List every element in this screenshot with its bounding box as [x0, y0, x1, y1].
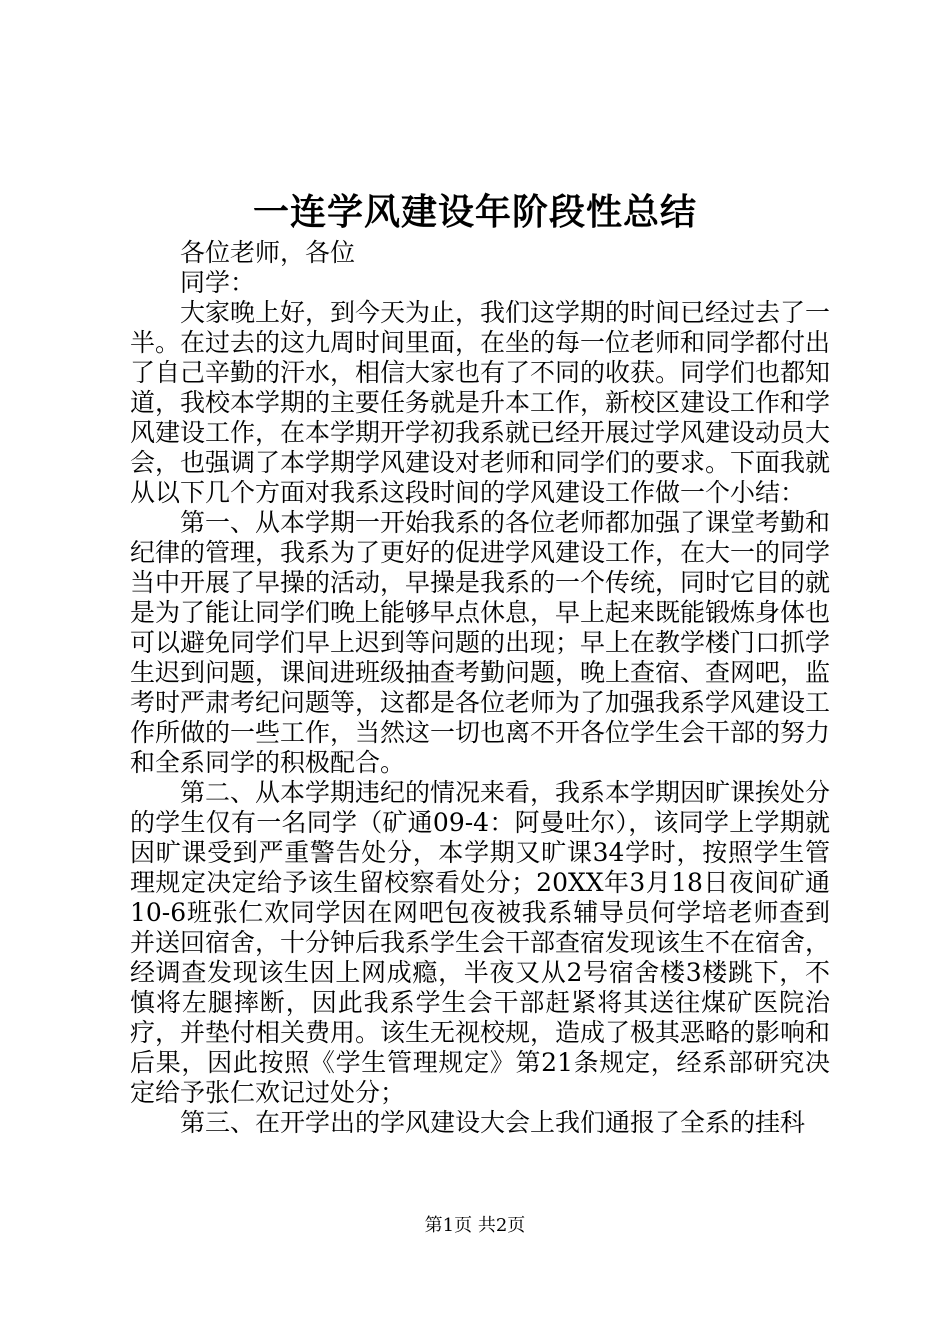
salutation-line-1: 各位老师，各位 [180, 238, 356, 267]
salutation-line-2: 同学： [180, 268, 256, 297]
page-number-footer: 第1页 共2页 [424, 1215, 526, 1236]
paragraph-first: 第一、从本学期一开始我系的各位老师都加强了课堂考勤和纪律的管理，我系为了更好的促进学风建设工作，在大一的同学当中开展了早操的活动，早操是我系的一个传统，同时它目的就是为了能让同学们晚上能够早点休息，早上起来既能锻炼身体也可以避免同学们早上迟到等问题的出现；早上在教学楼门口抓学生迟到问题，课间进班级抽查考勤问题，晚上查宿、查网吧，监考时严肃考纪问题等，这都是各位老师为了加强我系学风建设工作所做的一些工作，当然这一切也离不开各位学生会干部的努力和全系同学的积极配合。 [130, 508, 831, 777]
document-title: 一连学风建设年阶段性总结 [252, 191, 697, 233]
paragraph-second: 第二、从本学期违纪的情况来看，我系本学期因旷课挨处分的学生仅有一名同学（矿通09-4：阿曼吐尔），该同学上学期就因旷课受到严重警告处分，本学期又旷课34学时，按照学生管理规定决定给予该生留校察看处分；20XX年3月18日夜间矿通10-6班张仁欢同学因在网吧包夜被我系辅导员何学培老师查到并送回宿舍，十分钟后我系学生会干部查宿发现该生不在宿舍，经调查发现该生因上网成瘾，半夜又从2号宿舍楼3楼跳下，不慎将左腿摔断，因此我系学生会干部赶紧将其送往煤矿医院治疗，并垫付相关费用。该生无视校规，造成了极其恶略的影响和后果，因此按照《学生管理规定》第21条规定，经系部研究决定给予张仁欢记过处分； [130, 778, 831, 1107]
document-body [130, 238, 830, 1138]
paragraph-intro: 大家晚上好，到今天为止，我们这学期的时间已经过去了一半。在过去的这九周时间里面，在坐的每一位老师和同学都付出了自己辛勤的汗水，相信大家也有了不同的收获。同学们也都知道，我校本学期的主要任务就是升本工作，新校区建设工作和学风建设工作，在本学期开学初我系就已经开展过学风建设动员大会，也强调了本学期学风建设对老师和同学们的要求。下面我就从以下几个方面对我系这段时间的学风建设工作做一个小结： [130, 298, 831, 507]
paragraph-third: 第三、在开学出的学风建设大会上我们通报了全系的挂科 [180, 1108, 806, 1137]
